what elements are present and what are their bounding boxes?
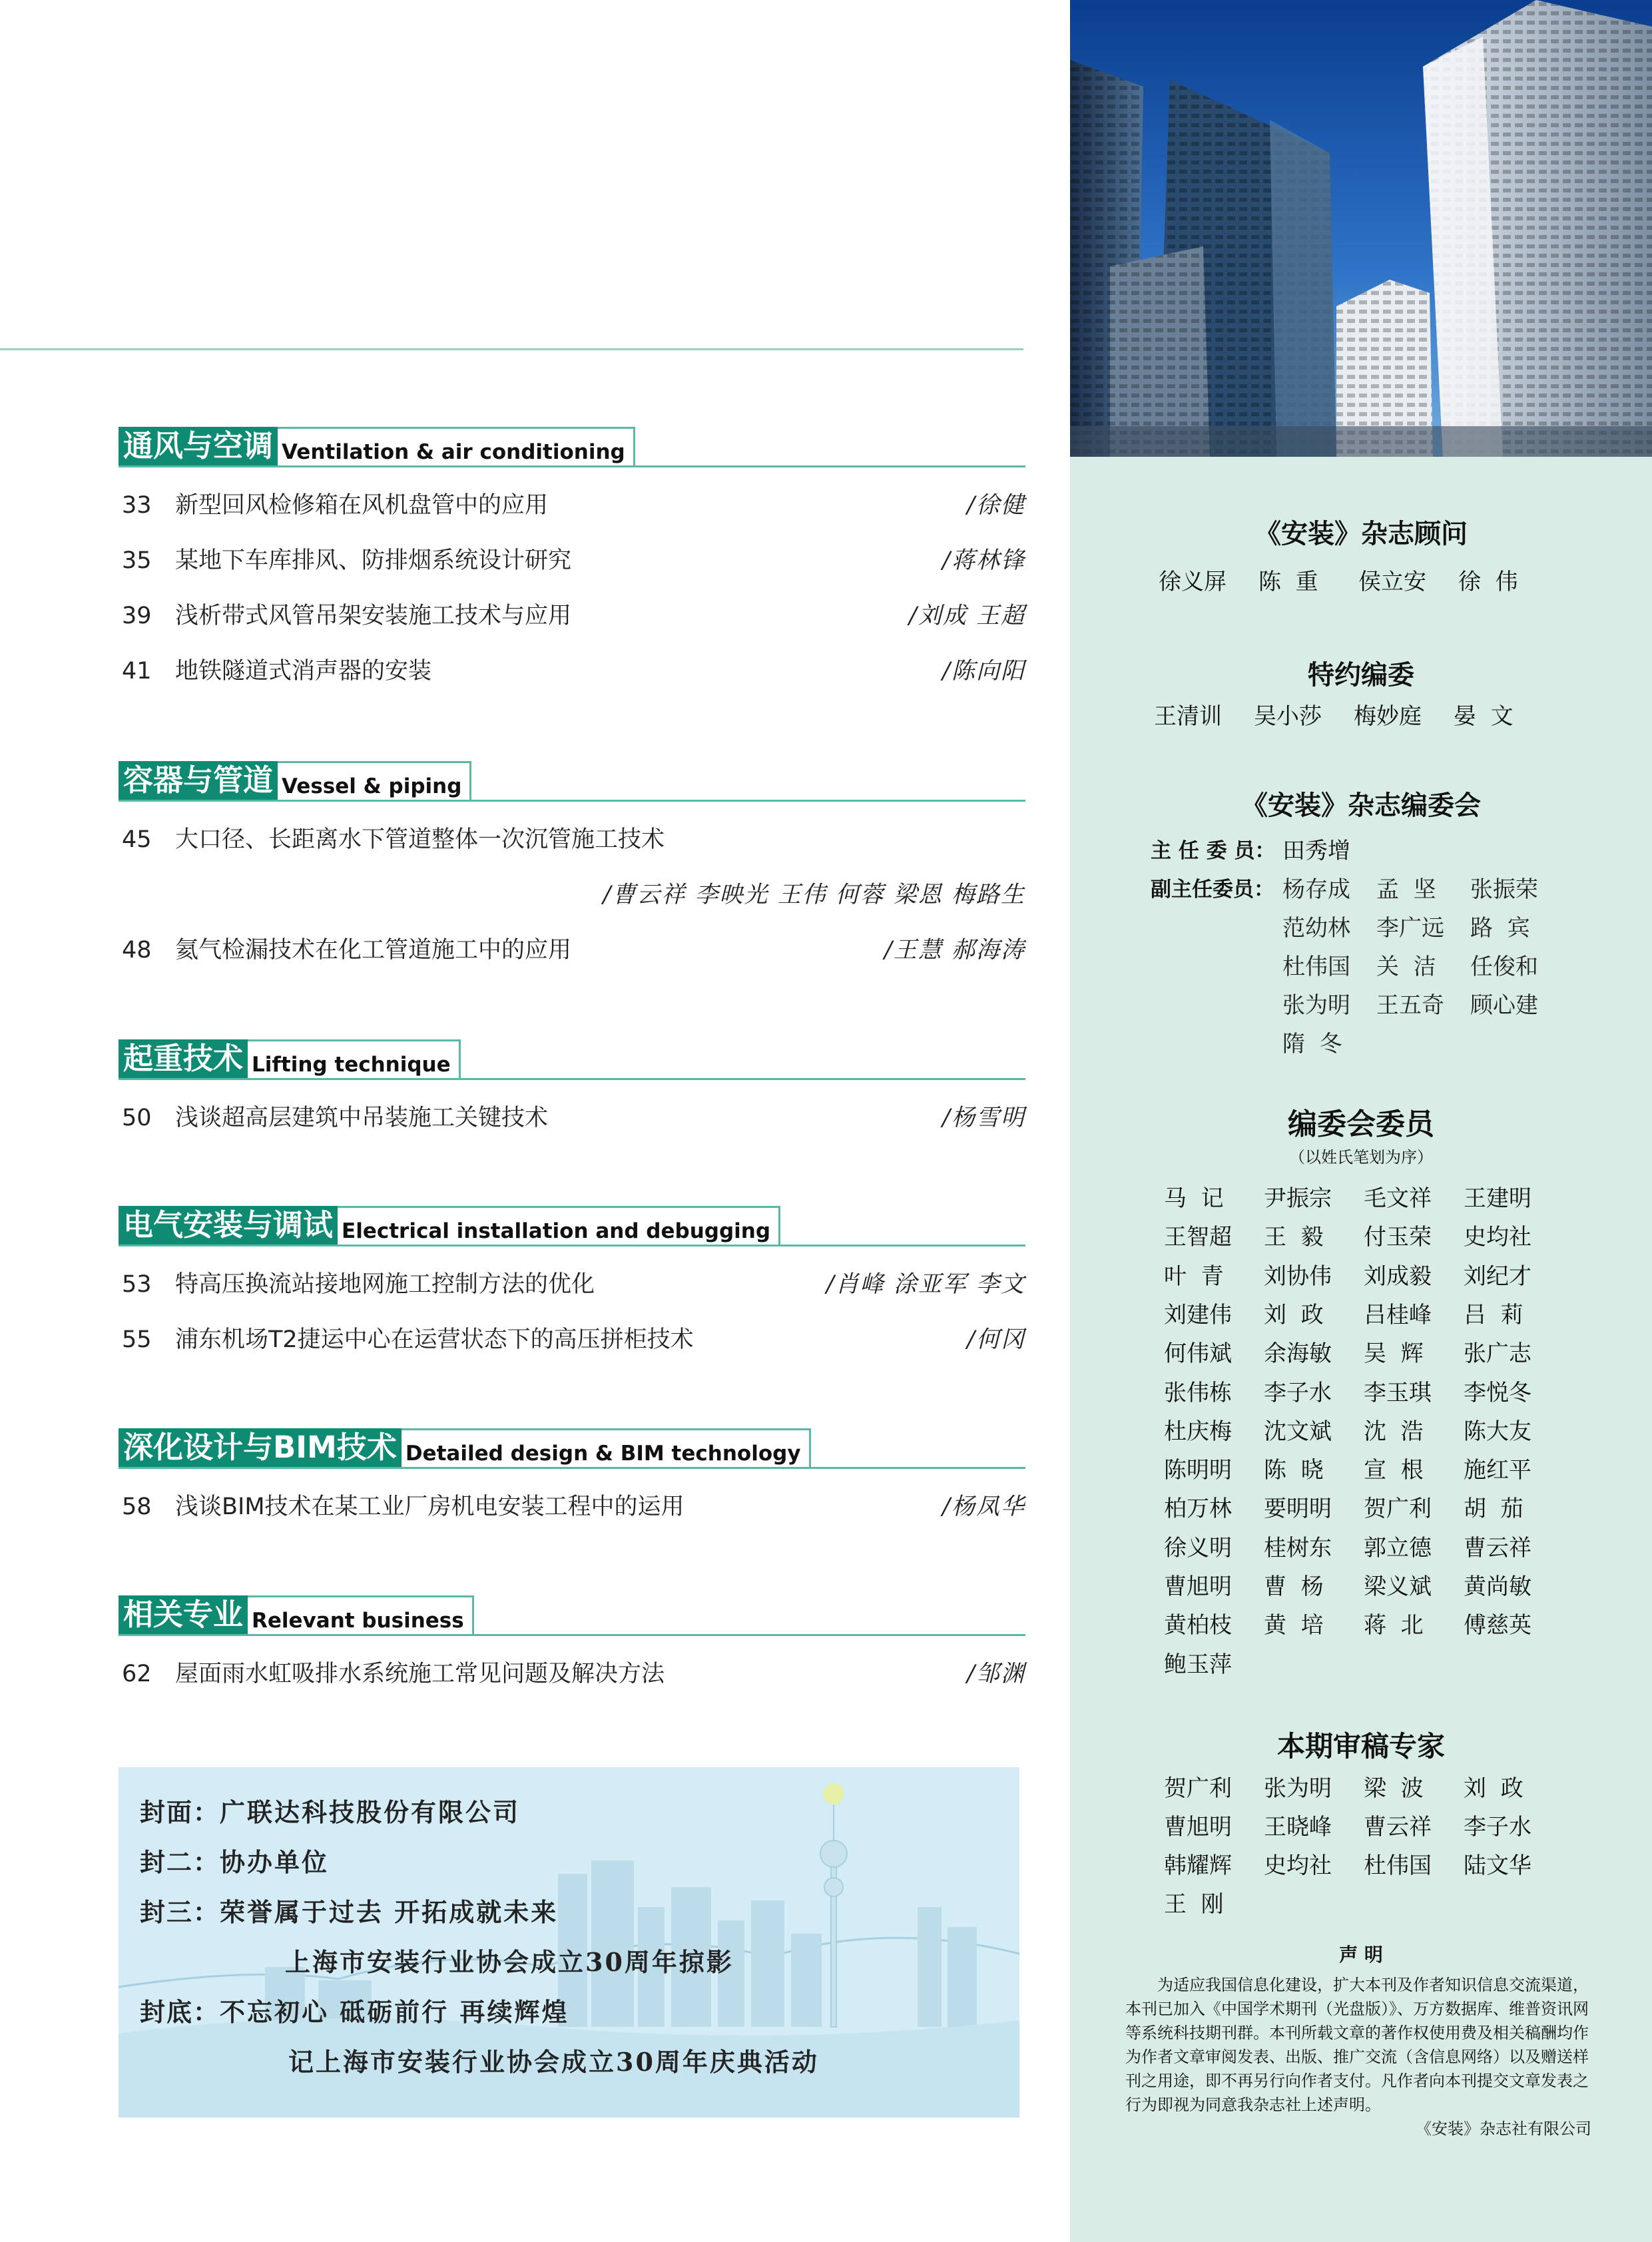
toc-article-title: 浅谈BIM技术在某工业厂房机电安装工程中的运用 (175, 1494, 685, 1520)
toc-entry[interactable] (122, 655, 1025, 688)
toc-entry[interactable] (122, 934, 1025, 967)
person-name: 蒋 北 (1364, 1612, 1424, 1639)
toc-entry[interactable] (122, 1101, 1025, 1135)
section-rule (119, 800, 1025, 802)
person-name: 叶 青 (1164, 1262, 1224, 1290)
person-name: 郭立德 (1364, 1534, 1432, 1561)
toc-author: /徐健 (967, 492, 1025, 519)
person-name: 吕 莉 (1464, 1301, 1523, 1328)
director-name: 田秀增 (1282, 838, 1350, 864)
person-name: 毛文祥 (1364, 1185, 1432, 1212)
person-name: 尹振宗 (1264, 1185, 1332, 1212)
section-rule (119, 1078, 1025, 1080)
person-name: 曹云祥 (1464, 1534, 1531, 1561)
section-header (119, 1428, 811, 1467)
section-title-en: Ventilation & air conditioning (278, 427, 635, 465)
person-name: 曹云祥 (1364, 1814, 1432, 1840)
person-name: 韩耀辉 (1164, 1852, 1232, 1879)
section-title-en: Electrical installation and debugging (338, 1206, 780, 1245)
section-title-en: Relevant business (248, 1595, 474, 1634)
person-name: 史均社 (1264, 1852, 1332, 1879)
person-name: 桂树东 (1264, 1534, 1332, 1561)
person-name: 沈 浩 (1364, 1418, 1424, 1445)
person-name: 施红平 (1464, 1457, 1531, 1484)
section-title-cn: 电气安装与调试 (119, 1206, 338, 1245)
cover-entry-text: 记上海市安装行业协会成立30周年庆典活动 (288, 2047, 819, 2077)
toc-article-title: 地铁隧道式消声器的安装 (175, 658, 432, 685)
cover-entry (140, 1794, 520, 1831)
toc-author: /陈向阳 (942, 658, 1025, 685)
section-title-cn: 相关专业 (119, 1595, 248, 1634)
members-note: （以姓氏笔划为序） (1289, 1148, 1433, 1167)
cover-entry (140, 1844, 329, 1881)
person-name: 陈大友 (1464, 1418, 1531, 1445)
person-name: 王 毅 (1264, 1224, 1324, 1251)
cover-entry-label: 封底： (140, 1998, 220, 2027)
person-name: 曹 杨 (1264, 1573, 1324, 1600)
toc-page-number: 35 (122, 547, 152, 574)
notice-text (1125, 1973, 1591, 2141)
toc-author: /王慧 郝海涛 (884, 937, 1025, 964)
person-name: 张为明 (1264, 1775, 1332, 1802)
advisors-heading: 《安装》杂志顾问 (1254, 519, 1468, 549)
toc-author: /杨雪明 (942, 1105, 1025, 1131)
person-name: 王智超 (1164, 1224, 1232, 1251)
toc-entry[interactable] (122, 1490, 1025, 1524)
toc-page-number: 39 (122, 603, 152, 629)
toc-page-number: 62 (122, 1661, 152, 1687)
toc-article-title: 浅析带式风管吊架安装施工技术与应用 (175, 603, 572, 629)
toc-author: /杨凤华 (942, 1494, 1025, 1520)
person-name: 沈文斌 (1264, 1418, 1332, 1445)
special-editors-heading: 特约编委 (1308, 660, 1414, 691)
person-name: 徐义屏 (1159, 569, 1227, 595)
person-name: 徐义明 (1164, 1534, 1232, 1561)
toc-page-number: 55 (122, 1326, 152, 1353)
toc-author: /肖峰 涂亚军 李文 (826, 1271, 1025, 1298)
section-title-en: Lifting technique (248, 1039, 461, 1078)
person-name: 杜庆梅 (1164, 1418, 1232, 1445)
person-name: 马 记 (1164, 1185, 1224, 1212)
toc-entry[interactable] (122, 1323, 1025, 1356)
section-title-cn: 深化设计与BIM技术 (119, 1428, 402, 1467)
person-name: 梁义斌 (1364, 1573, 1432, 1600)
person-name: 贺广利 (1164, 1775, 1232, 1802)
director-label: 主 任 委 员： (1151, 839, 1276, 863)
members-heading: 编委会委员 (1288, 1107, 1434, 1141)
cover-entry-label: 封三： (140, 1898, 220, 1927)
toc-author: /邹渊 (967, 1661, 1025, 1687)
person-name: 孟 坚 (1376, 876, 1436, 903)
person-name: 路 宾 (1470, 915, 1530, 942)
person-name: 吕桂峰 (1364, 1301, 1432, 1328)
toc-entry[interactable] (122, 823, 1025, 856)
toc-page-number: 48 (122, 937, 152, 964)
person-name: 何伟斌 (1164, 1340, 1232, 1368)
person-name: 鲍玉萍 (1164, 1651, 1232, 1678)
toc-article-title: 浅谈超高层建筑中吊装施工关键技术 (175, 1105, 549, 1131)
person-name: 张振荣 (1470, 876, 1538, 903)
person-name: 侯立安 (1358, 569, 1426, 595)
person-name: 顾心建 (1470, 992, 1538, 1019)
person-name: 王 刚 (1164, 1891, 1224, 1918)
skyscrapers-photo (1070, 0, 1652, 457)
person-name: 黄尚敏 (1464, 1573, 1531, 1600)
toc-article-title: 氦气检漏技术在化工管道施工中的应用 (175, 937, 572, 964)
section-title-en: Vessel & piping (278, 761, 471, 800)
person-name: 杜伟国 (1364, 1852, 1432, 1879)
person-name: 徐 伟 (1458, 569, 1518, 595)
toc-article-title: 大口径、长距离水下管道整体一次沉管施工技术 (175, 826, 665, 853)
person-name: 晏 文 (1454, 703, 1514, 730)
person-name: 陈明明 (1164, 1457, 1232, 1484)
person-name: 要明明 (1264, 1496, 1332, 1523)
person-name: 吴小莎 (1254, 703, 1322, 730)
toc-page-number: 50 (122, 1105, 152, 1131)
toc-article-title: 浦东机场T2捷运中心在运营状态下的高压拼柜技术 (175, 1326, 694, 1353)
notice-heading: 声 明 (1339, 1944, 1383, 1966)
person-name: 刘 政 (1264, 1301, 1324, 1328)
person-name: 宣 根 (1364, 1457, 1424, 1484)
person-name: 任俊和 (1470, 954, 1538, 980)
cover-entry (288, 2044, 819, 2081)
section-rule (119, 1634, 1025, 1636)
cover-entry (140, 1994, 569, 2031)
toc-entry[interactable] (122, 544, 1025, 577)
person-name: 贺广利 (1364, 1496, 1432, 1523)
person-name: 杜伟国 (1282, 954, 1350, 980)
toc-entry[interactable] (122, 1657, 1025, 1691)
toc-author: /何冈 (967, 1326, 1025, 1353)
section-title-cn: 容器与管道 (119, 761, 278, 800)
toc-page-number: 33 (122, 492, 152, 519)
toc-page-number: 58 (122, 1494, 152, 1520)
section-header (119, 427, 635, 465)
cover-entry-text: 不忘初心 砥砺前行 再续辉煌 (220, 1997, 569, 2027)
toc-article-title: 特高压换流站接地网施工控制方法的优化 (175, 1271, 595, 1298)
person-name: 李悦冬 (1464, 1379, 1531, 1406)
person-name: 柏万林 (1164, 1496, 1232, 1523)
person-name: 曹旭明 (1164, 1814, 1232, 1840)
person-name: 陈 重 (1258, 569, 1318, 595)
cover-entry-text: 上海市安装行业协会成立30周年掠影 (285, 1947, 734, 1977)
toc-entry[interactable] (122, 1268, 1025, 1301)
toc-entry[interactable] (122, 599, 1025, 633)
cover-entry-text: 荣誉属于过去 开拓成就未来 (220, 1897, 559, 1927)
person-name: 刘 政 (1464, 1775, 1523, 1802)
person-name: 张伟栋 (1164, 1379, 1232, 1406)
person-name: 隋 冬 (1282, 1031, 1342, 1057)
person-name: 刘纪才 (1464, 1262, 1531, 1290)
person-name: 黄柏枝 (1164, 1612, 1232, 1639)
cover-entry (140, 1894, 558, 1931)
toc-author: /曹云祥 李映光 王伟 何蓉 梁恩 梅路生 (603, 882, 1025, 908)
section-header (119, 1039, 461, 1078)
toc-author: /刘成 王超 (909, 603, 1025, 629)
person-name: 范幼林 (1282, 915, 1350, 942)
person-name: 黄 培 (1264, 1612, 1324, 1639)
section-rule (119, 1467, 1025, 1469)
person-name: 陆文华 (1464, 1852, 1531, 1879)
cover-entry-text: 广联达科技股份有限公司 (220, 1797, 521, 1827)
person-name: 刘成毅 (1364, 1262, 1432, 1290)
toc-article-title: 屋面雨水虹吸排水系统施工常见问题及解决方法 (175, 1661, 665, 1687)
notice-body: 为适应我国信息化建设，扩大本刊及作者知识信息交流渠道，本刊已加入《中国学术期刊（光盘版）》、万方数据库、维普资讯网等系统科技期刊群。本刊所载文章的著作权使用费及相关稿酬均作为作者文章审阅发表、出版、推广交流（含信息网络）以及赠送样刊之用途，即不再另行向作者支付。凡作者向本刊提交文章发表之行为即视为同意我杂志社上述声明。 (1125, 1976, 1589, 2114)
section-header (119, 1206, 780, 1245)
toc-article-title: 新型回风检修箱在风机盘管中的应用 (175, 492, 549, 519)
notice-signature: 《安装》杂志社有限公司 (1416, 2119, 1591, 2138)
toc-article-title: 某地下车库排风、防排烟系统设计研究 (175, 547, 572, 574)
person-name: 李玉琪 (1364, 1379, 1432, 1406)
toc-page-number: 45 (122, 826, 152, 853)
person-name: 梁 波 (1364, 1775, 1424, 1802)
person-name: 刘协伟 (1264, 1262, 1332, 1290)
cover-description-box (119, 1767, 1019, 2117)
reviewers-heading: 本期审稿专家 (1276, 1730, 1445, 1763)
person-name: 胡 茄 (1464, 1496, 1523, 1523)
person-name: 李子水 (1464, 1814, 1531, 1840)
section-header (119, 761, 471, 800)
person-name: 刘建伟 (1164, 1301, 1232, 1328)
section-header (119, 1595, 474, 1634)
person-name: 吴 辉 (1364, 1340, 1424, 1368)
person-name: 付玉荣 (1364, 1224, 1432, 1251)
toc-entry[interactable] (122, 489, 1025, 522)
board-heading: 《安装》杂志编委会 (1241, 790, 1481, 821)
top-divider (0, 348, 1023, 350)
toc-page-number: 53 (122, 1271, 152, 1298)
deputy-label: 副主任委员： (1151, 878, 1274, 902)
toc-author: /蒋林锋 (942, 547, 1025, 574)
person-name: 陈 晓 (1264, 1457, 1324, 1484)
toc-page-number: 41 (122, 658, 152, 685)
section-title-cn: 起重技术 (119, 1039, 248, 1078)
person-name: 王晓峰 (1264, 1814, 1332, 1840)
cover-entry-label: 封面： (140, 1798, 220, 1827)
person-name: 杨存成 (1282, 876, 1350, 903)
toc-entry[interactable] (122, 878, 1025, 912)
cover-entry-text: 协办单位 (220, 1847, 330, 1877)
section-title-en: Detailed design & BIM technology (402, 1428, 811, 1467)
cover-entry-label: 封二： (140, 1848, 220, 1877)
person-name: 余海敏 (1264, 1340, 1332, 1368)
person-name: 王建明 (1464, 1185, 1531, 1212)
person-name: 李广远 (1376, 915, 1444, 942)
person-name: 王清训 (1154, 703, 1222, 730)
person-name: 曹旭明 (1164, 1573, 1232, 1600)
section-rule (119, 1245, 1025, 1247)
person-name: 傅慈英 (1464, 1612, 1531, 1639)
person-name: 张广志 (1464, 1340, 1531, 1368)
section-title-cn: 通风与空调 (119, 427, 278, 465)
person-name: 史均社 (1464, 1224, 1531, 1251)
person-name: 梅妙庭 (1354, 703, 1422, 730)
person-name: 张为明 (1282, 992, 1350, 1019)
cover-entry (285, 1944, 734, 1981)
section-rule (119, 465, 1025, 467)
person-name: 李子水 (1264, 1379, 1332, 1406)
person-name: 关 洁 (1376, 954, 1436, 980)
person-name: 王五奇 (1376, 992, 1444, 1019)
